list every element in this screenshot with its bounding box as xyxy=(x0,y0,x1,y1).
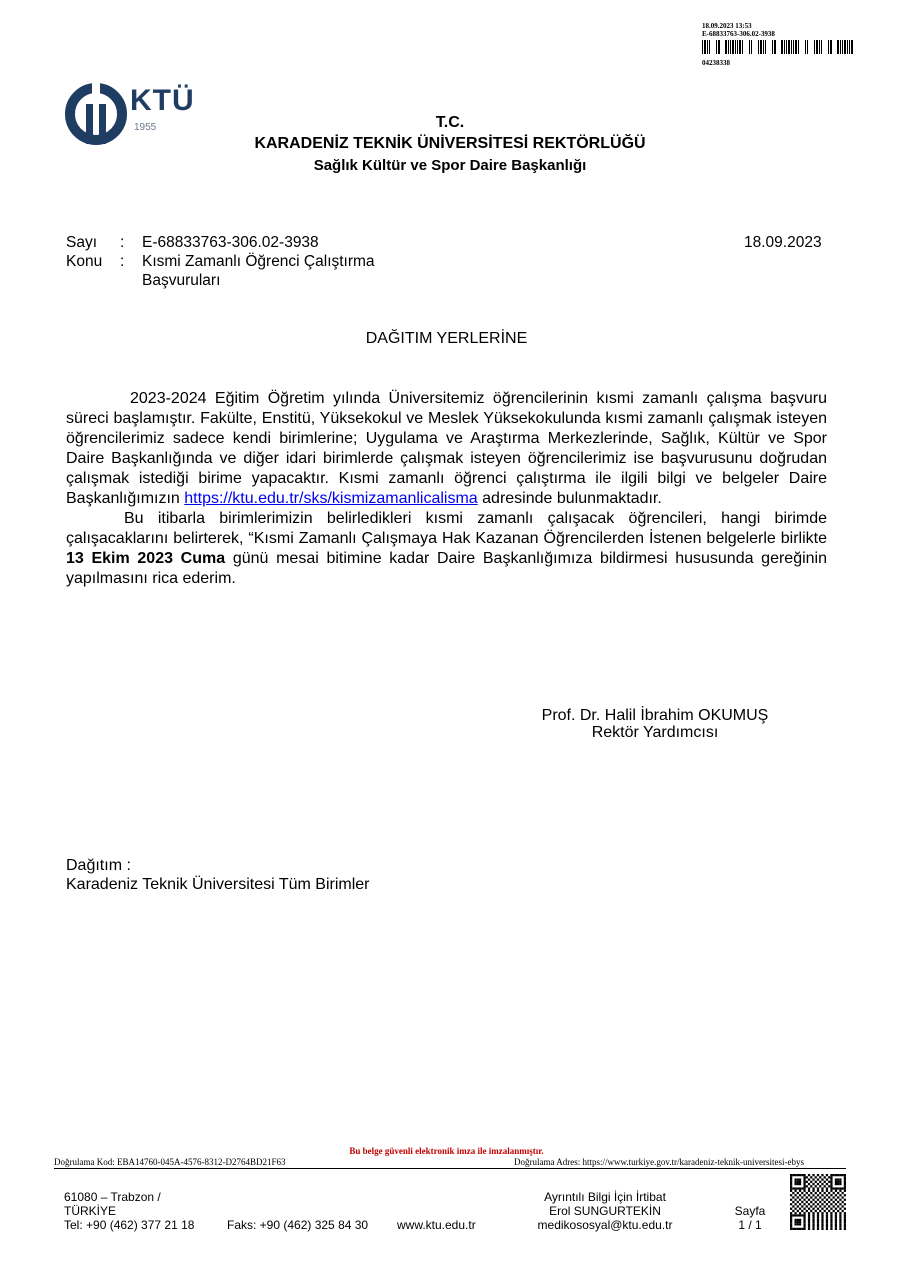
barcode-number: 04238338 xyxy=(702,59,730,67)
konu-colon: : xyxy=(120,253,125,270)
footer-web[interactable]: www.ktu.edu.tr xyxy=(397,1218,476,1232)
esign-notice: Bu belge güvenli elektronik imza ile imzalanmıştır. xyxy=(349,1146,544,1156)
verification-code: Doğrulama Kod: EBA14760-045A-4576-8312-D2764BD21F63 xyxy=(54,1157,286,1167)
footer-divider xyxy=(54,1168,846,1169)
signer-name: Prof. Dr. Halil İbrahim OKUMUŞ xyxy=(541,707,769,724)
contact-line2: Erol SUNGURTEKİN xyxy=(549,1204,661,1218)
page-label: Sayfa xyxy=(734,1204,766,1218)
verification-address[interactable]: Doğrulama Adres: https://www.turkiye.gov.tr/karadeniz-teknik-universitesi-ebys xyxy=(514,1157,805,1167)
paragraph-2 xyxy=(66,509,827,589)
address-line1: 61080 – Trabzon / xyxy=(64,1190,161,1204)
konu-value-line1: Kısmi Zamanlı Öğrenci Çalıştırma xyxy=(142,253,375,270)
konu-value-line2: Başvuruları xyxy=(142,272,221,289)
barcode-doc-id: E-68833763-306.02-3938 xyxy=(702,30,775,38)
paragraph-1 xyxy=(66,389,827,509)
contact-email[interactable]: medikososyal@ktu.edu.tr xyxy=(537,1218,673,1232)
sayi-value: E-68833763-306.02-3938 xyxy=(142,234,319,251)
document-date: 18.09.2023 xyxy=(744,234,822,251)
konu-label: Konu xyxy=(66,253,103,270)
header-department: Sağlık Kültür ve Spor Daire Başkanlığı xyxy=(313,157,587,174)
footer-tel: Tel: +90 (462) 377 21 18 xyxy=(64,1218,195,1232)
info-link[interactable]: https://ktu.edu.tr/sks/kismizamanlicalisma xyxy=(184,490,478,507)
footer-fax: Faks: +90 (462) 325 84 30 xyxy=(227,1218,369,1232)
signer-title: Rektör Yardımcısı xyxy=(591,724,719,741)
addressee: DAĞITIM YERLERİNE xyxy=(365,330,528,347)
paragraph-2-tail: günü mesai bitimine kadar Daire Başkanlığımıza bildirmesi hususunda gereğinin yapılmasını rica ederim. xyxy=(66,550,828,587)
logo-year: 1955 xyxy=(134,122,157,133)
sayi-colon: : xyxy=(120,234,125,251)
paragraph-1-text: 2023-2024 Eğitim Öğretim yılında Üniversitemiz öğrencilerinin kısmi zamanlı çalışma başvuru süreci başlamıştır. Fakülte, Enstitü, Yüksekokul ve Meslek Yüksekokulunda kısmi zamanlı çalışmak isteyen öğrencilerimiz sadece kendi birimlerine; Uygulama ve Araştırma Merkezlerinde, Sağlık, Kültür ve Spor Daire Başkanlığında ve diğer idari birimlerde çalışmak isteyen öğrencilerimiz ise başvurusunu doğrudan çalışmak istediği birime yapacaktır. Kısmi zamanlı öğrenci çalıştırma ile ilgili bilgi ve belgeler Daire Başkanlığımızın xyxy=(66,390,827,507)
address-line2: TÜRKİYE xyxy=(64,1204,117,1218)
logo-text: KTÜ xyxy=(130,84,195,117)
contact-line1: Ayrıntılı Bilgi İçin İrtibat xyxy=(544,1190,666,1204)
header-university: KARADENİZ TEKNİK ÜNİVERSİTESİ REKTÖRLÜĞÜ xyxy=(254,135,646,152)
distribution-label: Dağıtım : xyxy=(66,857,131,874)
letter-body xyxy=(66,389,827,589)
distribution-value: Karadeniz Teknik Üniversitesi Tüm Birimler xyxy=(66,876,370,893)
barcode-datetime: 18.09.2023 13:53 xyxy=(702,22,752,30)
sayi-label: Sayı xyxy=(66,234,98,251)
deadline-date: 13 Ekim 2023 Cuma xyxy=(66,550,226,567)
page-number: 1 / 1 xyxy=(738,1218,762,1232)
paragraph-2-text: Bu itibarla birimlerimizin belirledikleri kısmi zamanlı çalışacak öğrencileri, hangi birimde çalışacaklarını belirterek, “Kısmi Zamanlı Çalışmaya Hak Kazanan Öğrencilerden İstenen belgelerle birlikte xyxy=(66,510,827,547)
header-tc: T.C. xyxy=(435,114,465,131)
paragraph-1-tail: adresinde bulunmaktadır. xyxy=(477,490,662,507)
barcode-image xyxy=(702,40,854,54)
qr-code-icon xyxy=(790,1174,846,1230)
